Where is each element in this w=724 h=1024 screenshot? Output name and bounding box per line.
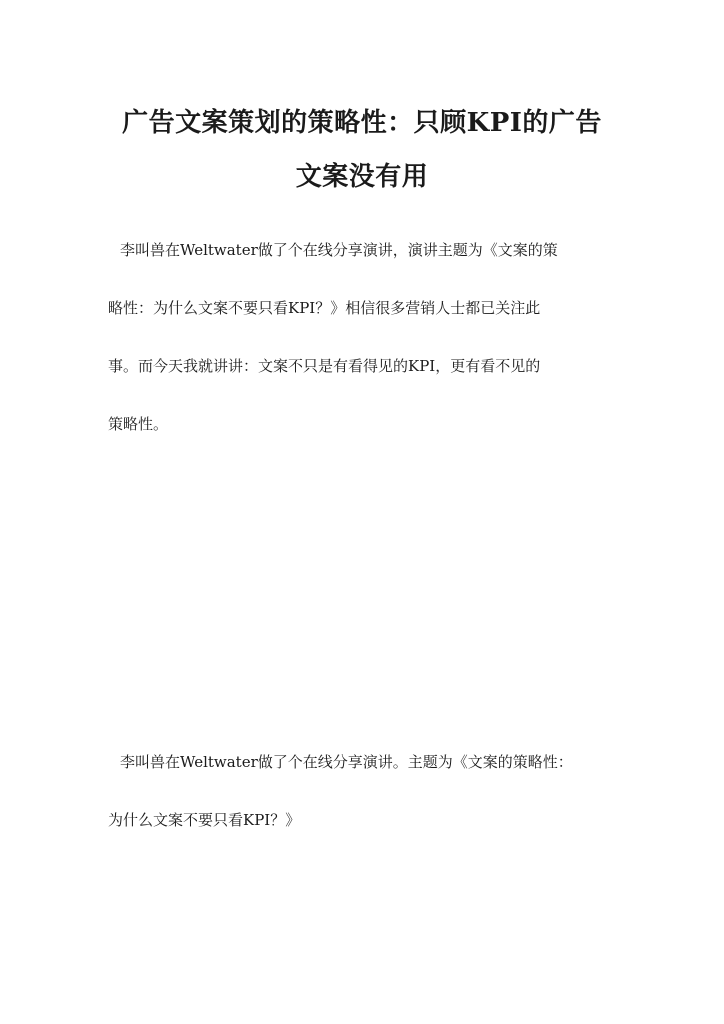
document-title-line-1: 广告文案策划的策略性：只顾KPI的广告	[122, 108, 602, 138]
document-title-line-2: 文案没有用	[295, 162, 429, 192]
second-paragraph	[108, 733, 628, 849]
intro-paragraph	[108, 221, 628, 453]
paragraph-line: 略性：为什么文案不要只看KPI？》相信很多营销人士都已关注此	[108, 299, 541, 317]
paragraph-line: 李叫兽在Weltwater做了个在线分享演讲。主题为《文案的策略性：	[120, 753, 573, 771]
paragraph-line: 为什么文案不要只看KPI？》	[108, 811, 301, 829]
paragraph-line: 事。而今天我就讲讲：文案不只是有看得见的KPI，更有看不见的	[108, 357, 541, 375]
paragraph-line: 李叫兽在Weltwater做了个在线分享演讲，演讲主题为《文案的策	[120, 241, 558, 259]
paragraph-line: 策略性。	[108, 415, 169, 433]
